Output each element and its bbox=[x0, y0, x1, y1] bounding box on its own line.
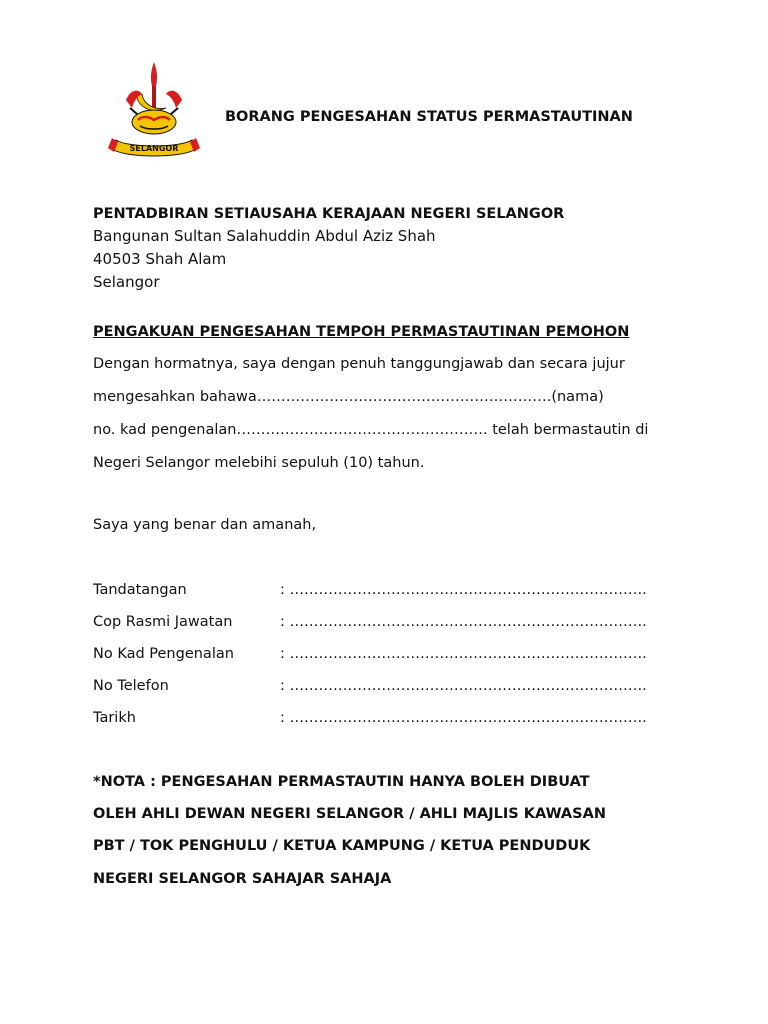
note-line-3: PBT / TOK PENGHULU / KETUA KAMPUNG / KETUA PENDUDUK bbox=[93, 838, 591, 854]
field-value-ic-number: : ……………………………………………………………….. bbox=[280, 646, 647, 662]
selangor-crest-icon bbox=[108, 60, 200, 160]
field-value-phone: : ……………………………………………………………….. bbox=[280, 678, 647, 694]
field-label-phone: No Telefon bbox=[93, 678, 169, 694]
field-value-date: : ……………………………………………………………….. bbox=[280, 710, 647, 726]
org-name: PENTADBIRAN SETIAUSAHA KERAJAAN NEGERI SELANGOR bbox=[93, 206, 565, 222]
field-label-signature: Tandatangan bbox=[93, 582, 187, 598]
address-line-2: 40503 Shah Alam bbox=[93, 250, 227, 268]
address-line-3: Selangor bbox=[93, 273, 160, 291]
note-line-2: OLEH AHLI DEWAN NEGERI SELANGOR / AHLI MAJLIS KAWASAN bbox=[93, 806, 606, 822]
field-value-signature: : ……………………………………………………………….. bbox=[280, 582, 647, 598]
field-label-ic-number: No Kad Pengenalan bbox=[93, 646, 234, 662]
declaration-line-4: Negeri Selangor melebihi sepuluh (10) tahun. bbox=[93, 455, 425, 471]
note-line-1: *NOTA : PENGESAHAN PERMASTAUTIN HANYA BOLEH DIBUAT bbox=[93, 774, 590, 790]
form-title: BORANG PENGESAHAN STATUS PERMASTAUTINAN bbox=[225, 109, 633, 125]
declaration-line-2: mengesahkan bahawa…………………………………………………….(nama) bbox=[93, 389, 604, 405]
logo-banner-text: SELANGOR bbox=[129, 144, 179, 153]
note-line-4: NEGERI SELANGOR SAHAJAR SAHAJA bbox=[93, 871, 392, 887]
section-heading: PENGAKUAN PENGESAHAN TEMPOH PERMASTAUTINAN PEMOHON bbox=[93, 324, 630, 340]
closing-text: Saya yang benar dan amanah, bbox=[93, 517, 317, 533]
declaration-line-1: Dengan hormatnya, saya dengan penuh tanggungjawab dan secara jujur bbox=[93, 356, 625, 372]
declaration-line-3: no. kad pengenalan……………………………………………. telah bermastautin di bbox=[93, 422, 649, 438]
address-line-1: Bangunan Sultan Salahuddin Abdul Aziz Shah bbox=[93, 227, 436, 245]
field-label-official-stamp: Cop Rasmi Jawatan bbox=[93, 614, 233, 630]
field-label-date: Tarikh bbox=[93, 710, 136, 726]
field-value-official-stamp: : ……………………………………………………………….. bbox=[280, 614, 647, 630]
